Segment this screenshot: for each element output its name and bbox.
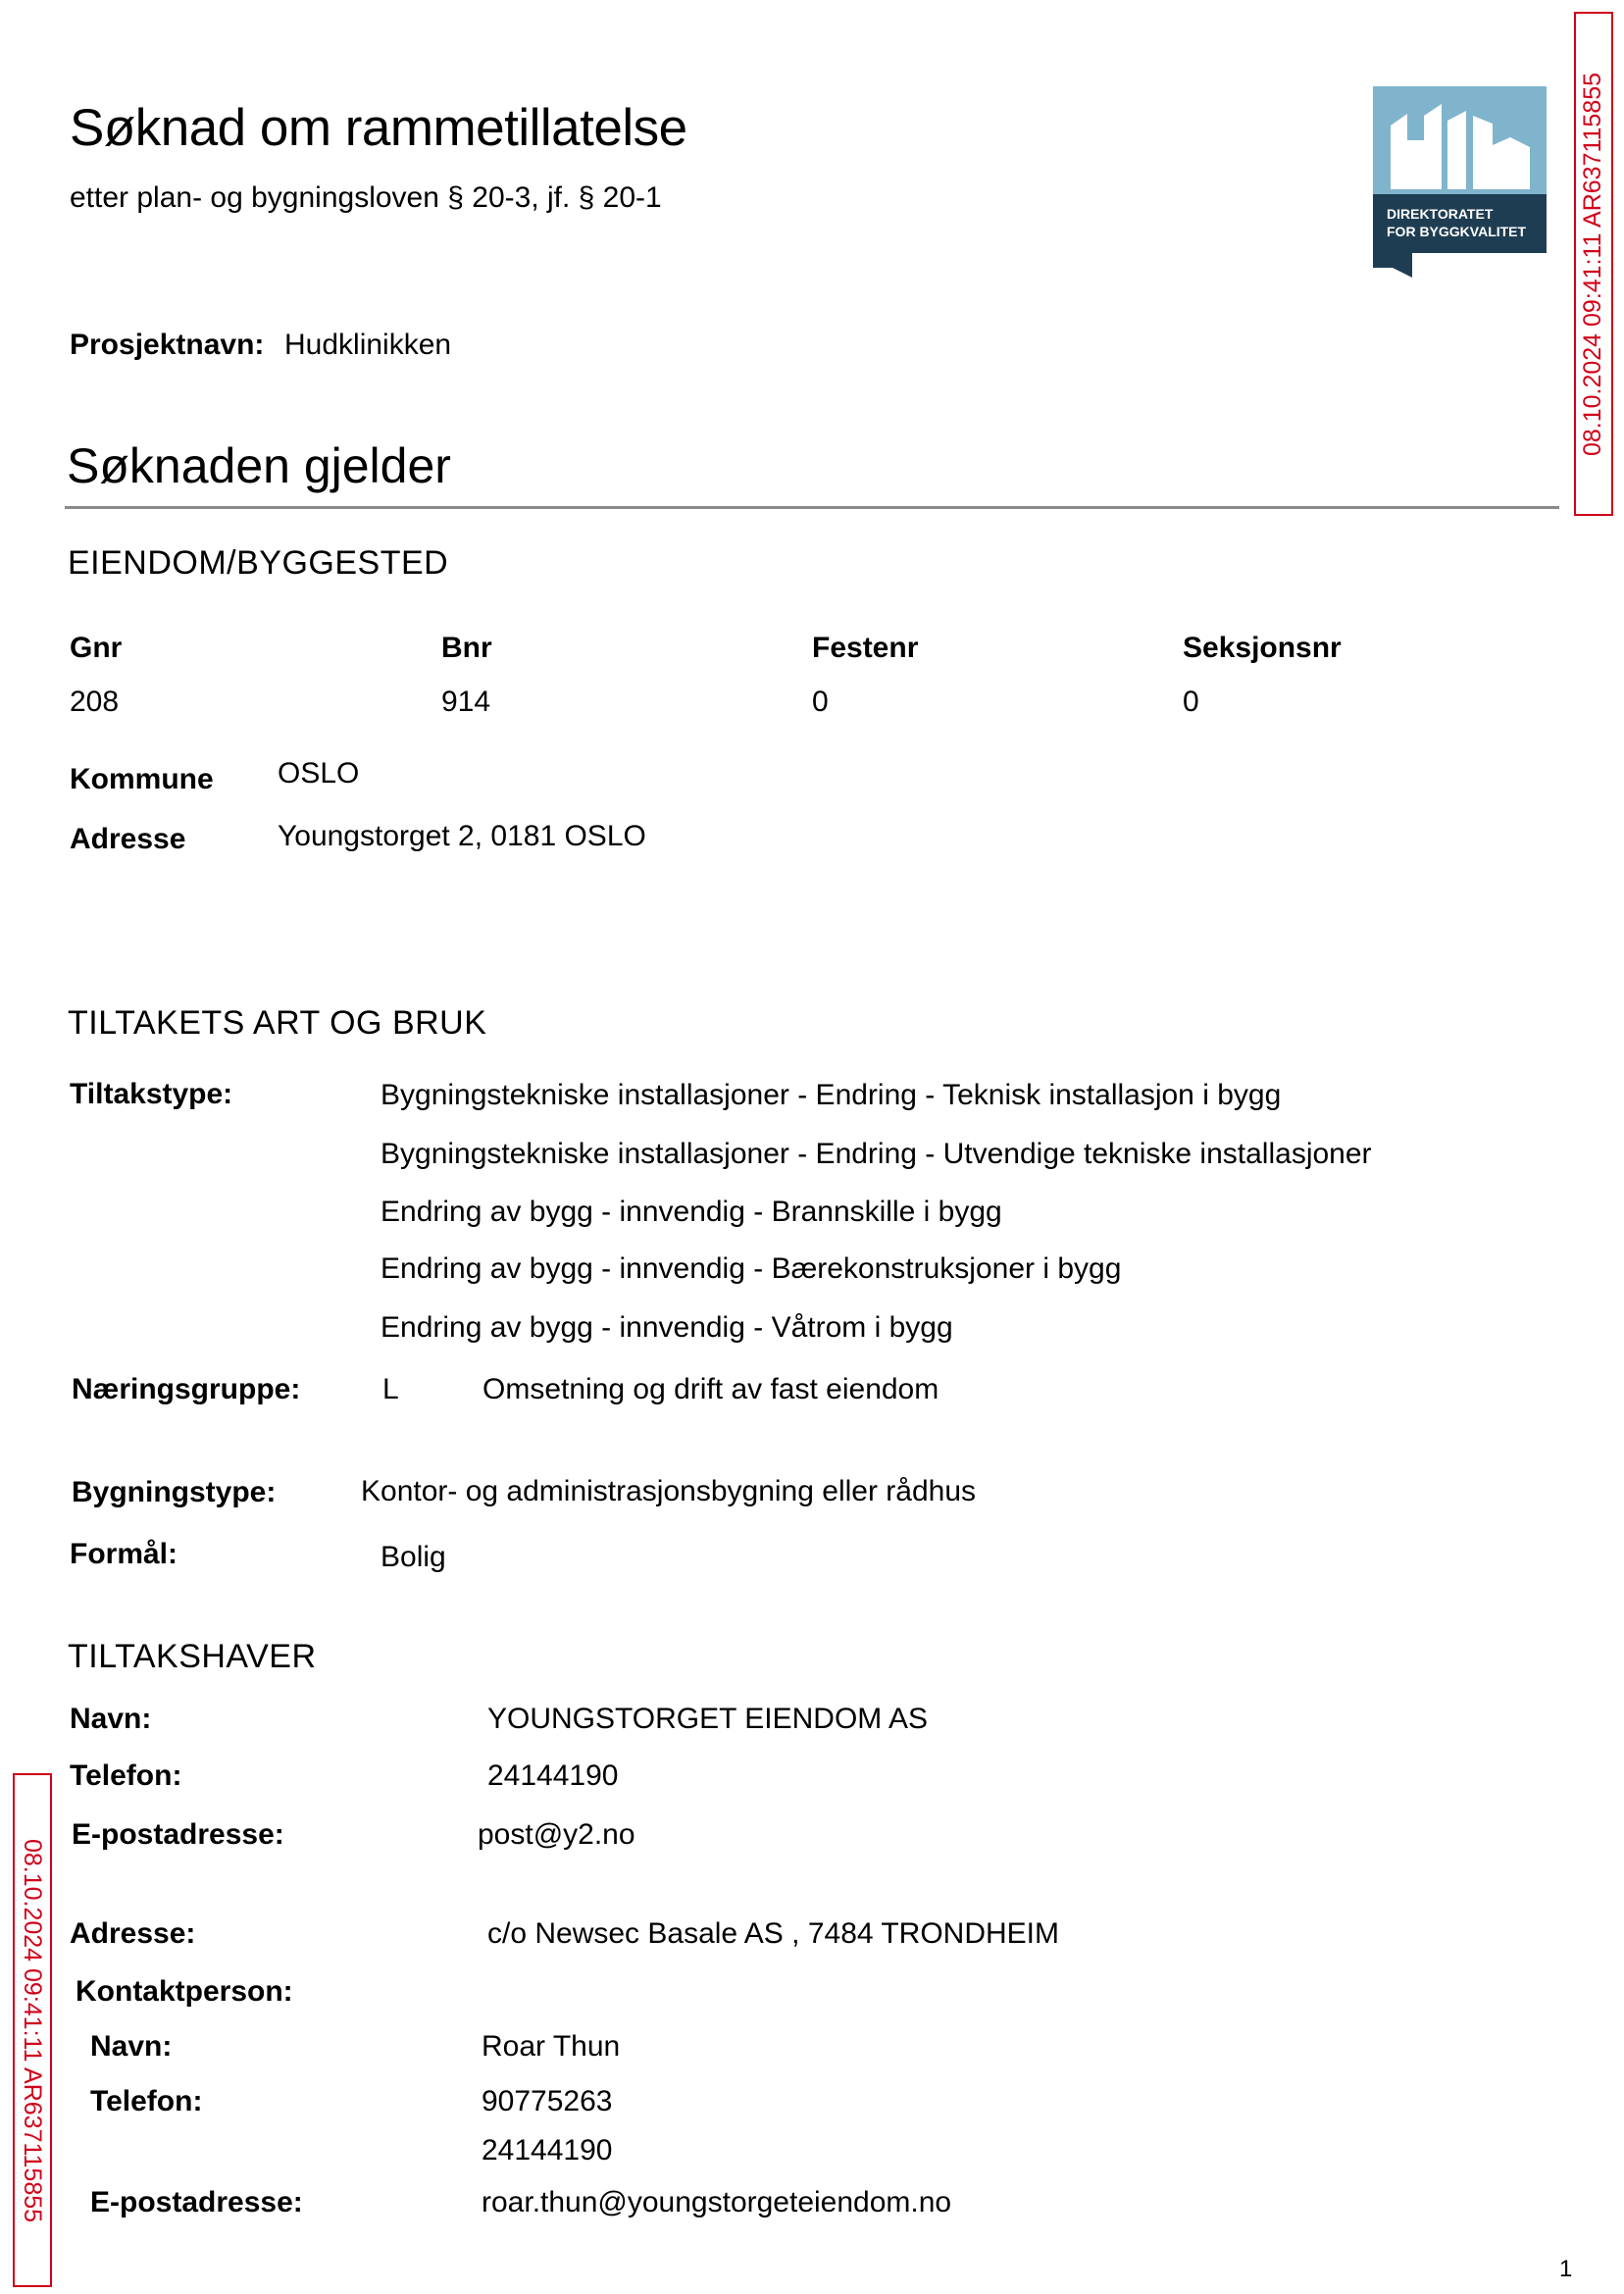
document-subtitle: etter plan- og bygningsloven § 20-3, jf. § 20-1 xyxy=(70,181,662,214)
dibk-logo xyxy=(1373,86,1547,278)
contact-telefon-value: 90775263 xyxy=(482,2085,613,2117)
bygningstype-label: Bygningstype: xyxy=(72,1476,277,1508)
tiltakstype-item: Bygningstekniske installasjoner - Endring - Teknisk installasjon i bygg xyxy=(381,1079,1282,1111)
owner-adresse-label: Adresse: xyxy=(70,1917,196,1950)
timestamp-stamp-bottom: 08.10.2024 09:41:11 AR637115855 xyxy=(13,1773,52,2287)
seksjonsnr-label: Seksjonsnr xyxy=(1183,632,1342,664)
tiltakstype-item: Endring av bygg - innvendig - Brannskille i bygg xyxy=(381,1196,1002,1228)
formal-value: Bolig xyxy=(381,1541,446,1573)
measure-heading: TILTAKETS ART OG BRUK xyxy=(68,1004,487,1042)
bygningstype-value: Kontor- og administrasjonsbygning eller rådhus xyxy=(361,1475,977,1507)
festenr-value: 0 xyxy=(812,686,829,718)
owner-telefon-value: 24144190 xyxy=(487,1759,619,1792)
kommune-value: OSLO xyxy=(278,757,360,790)
owner-navn-value: YOUNGSTORGET EIENDOM AS xyxy=(487,1703,928,1735)
tiltakstype-item: Bygningstekniske installasjoner - Endring - Utvendige tekniske installasjoner xyxy=(381,1138,1372,1170)
tiltakstype-item: Endring av bygg - innvendig - Bærekonstruksjoner i bygg xyxy=(381,1252,1122,1285)
project-name-label: Prosjektnavn: xyxy=(70,329,265,361)
owner-heading: TILTAKSHAVER xyxy=(68,1638,317,1675)
logo-line-2: FOR BYGGKVALITET xyxy=(1387,224,1527,239)
bnr-value: 914 xyxy=(441,686,491,718)
owner-telefon-label: Telefon: xyxy=(70,1759,182,1792)
formal-label: Formål: xyxy=(70,1538,178,1570)
logo-line-1: DIREKTORATET xyxy=(1387,206,1494,222)
page-number: 1 xyxy=(1559,2256,1573,2282)
seksjonsnr-value: 0 xyxy=(1183,686,1199,718)
owner-navn-label: Navn: xyxy=(70,1703,152,1735)
contact-navn-label: Navn: xyxy=(90,2030,173,2063)
naeringsgruppe-code: L xyxy=(382,1373,399,1405)
gnr-label: Gnr xyxy=(70,632,123,664)
adresse-value: Youngstorget 2, 0181 OSLO xyxy=(278,820,646,852)
naeringsgruppe-label: Næringsgruppe: xyxy=(72,1373,301,1405)
property-heading: EIENDOM/BYGGESTED xyxy=(68,544,449,582)
festenr-label: Festenr xyxy=(812,632,919,664)
owner-adresse-value: c/o Newsec Basale AS , 7484 TRONDHEIM xyxy=(487,1917,1060,1950)
contact-telefon-label: Telefon: xyxy=(90,2085,203,2117)
section-title: Søknaden gjelder xyxy=(67,438,451,493)
contact-epost-label: E-postadresse: xyxy=(90,2186,303,2218)
contact-telefon-value-2: 24144190 xyxy=(482,2134,613,2167)
adresse-label: Adresse xyxy=(70,823,186,855)
gnr-value: 208 xyxy=(70,686,120,718)
kommune-label: Kommune xyxy=(70,763,214,795)
owner-epost-value: post@y2.no xyxy=(478,1818,635,1851)
document-title: Søknad om rammetillatelse xyxy=(70,99,687,157)
timestamp-stamp-top: 08.10.2024 09:41:11 AR637115855 xyxy=(1574,12,1613,516)
section-divider xyxy=(65,506,1559,509)
bnr-label: Bnr xyxy=(441,632,492,664)
owner-epost-label: E-postadresse: xyxy=(72,1818,284,1851)
tiltakstype-item: Endring av bygg - innvendig - Våtrom i bygg xyxy=(381,1311,953,1344)
tiltakstype-label: Tiltakstype: xyxy=(70,1078,233,1110)
naeringsgruppe-value: Omsetning og drift av fast eiendom xyxy=(482,1373,939,1405)
contact-navn-value: Roar Thun xyxy=(482,2030,621,2063)
contact-epost-value: roar.thun@youngstorgeteiendom.no xyxy=(482,2186,952,2218)
contact-person-label: Kontaktperson: xyxy=(76,1975,293,2008)
project-name-value: Hudklinikken xyxy=(284,329,452,361)
